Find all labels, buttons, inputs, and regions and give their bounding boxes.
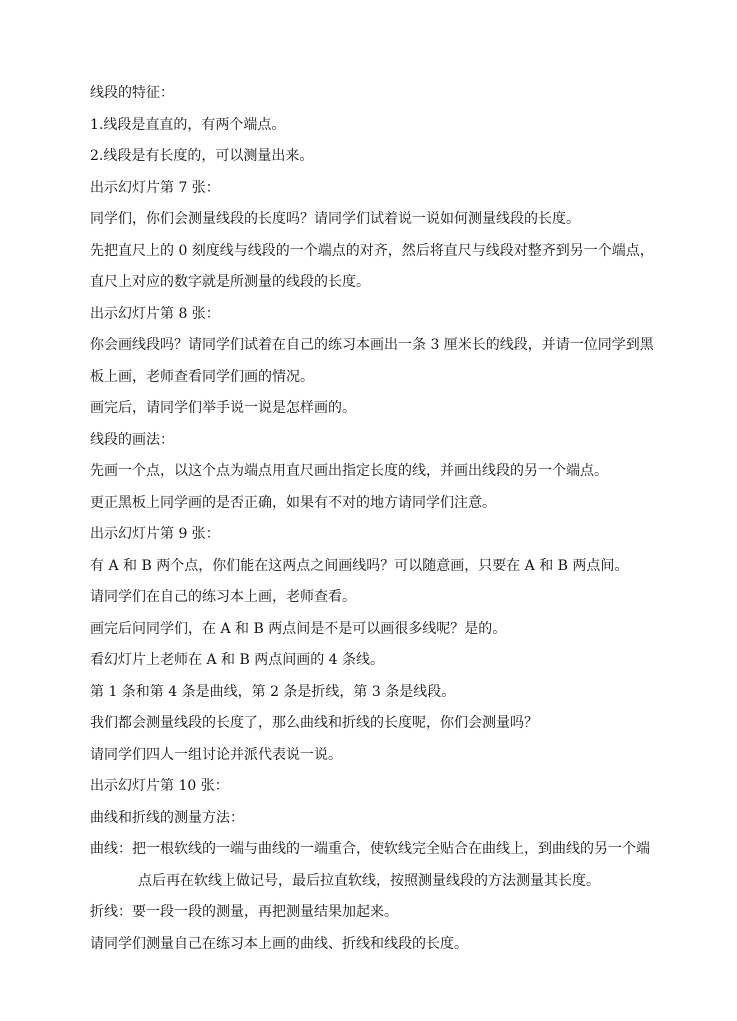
text-line: 先把直尺上的 0 刻度线与线段的一个端点的对齐，然后将直尺与线段对整齐到另一个端点，: [90, 242, 654, 259]
text-line: 出示幻灯片第 8 张：: [90, 305, 220, 322]
text-line: 有 A 和 B 两个点，你们能在这两点之间画线吗？可以随意画，只要在 A 和 B 两点间。: [90, 557, 629, 574]
text-line: 出示幻灯片第 7 张：: [90, 179, 220, 196]
text-line: 更正黑板上同学画的是否正确，如果有不对的地方请同学们注意。: [90, 494, 496, 511]
text-line: 出示幻灯片第 10 张：: [90, 778, 229, 794]
text-line: 看幻灯片上老师在 A 和 B 两点间画的 4 条线。: [90, 652, 385, 668]
text-line: 线段的特征：: [90, 85, 174, 101]
text-line: 第 1 条和第 4 条是曲线，第 2 条是折线，第 3 条是线段。: [90, 683, 456, 700]
text-line: 出示幻灯片第 9 张：: [90, 526, 220, 542]
text-line: 板上画，老师查看同学们画的情况。: [90, 368, 314, 385]
text-line: 请同学们四人一组讨论并派代表说一说。: [90, 746, 342, 763]
text-line-indented: 点后再在软线上做记号，最后拉直软线，按照测量线段的方法测量其长度。: [138, 872, 600, 889]
text-line: 1.线段是直直的，有两个端点。: [90, 116, 286, 133]
text-line: 先画一个点，以这个点为端点用直尺画出指定长度的线，并画出线段的另一个端点。: [90, 463, 608, 479]
text-line: 折线：要一段一段的测量，再把测量结果加起来。: [90, 904, 398, 920]
text-line: 你会画线段吗？请同学们试着在自己的练习本画出一条 3 厘米长的线段，并请一位同学到黑: [90, 337, 654, 353]
text-line: 请同学们在自己的练习本上画，老师查看。: [90, 589, 356, 605]
text-line: 同学们，你们会测量线段的长度吗？请同学们试着说一说如何测量线段的长度。: [90, 211, 580, 227]
text-line: 2.线段是有长度的，可以测量出来。: [90, 148, 314, 164]
text-line: 直尺上对应的数字就是所测量的线段的长度。: [90, 274, 370, 290]
text-line: 线段的画法：: [90, 431, 174, 448]
text-line: 画完后，请同学们举手说一说是怎样画的。: [90, 400, 356, 416]
text-line: 画完后问同学们，在 A 和 B 两点间是不是可以画很多线呢？是的。: [90, 620, 507, 637]
text-line: 曲线：把一根软线的一端与曲线的一端重合，使软线完全贴合在曲线上，到曲线的另一个端: [90, 841, 650, 857]
text-line: 请同学们测量自己在练习本上画的曲线、折线和线段的长度。: [90, 935, 468, 952]
document-body: [90, 78, 660, 960]
text-line: 我们都会测量线段的长度了，那么曲线和折线的长度呢，你们会测量吗？: [90, 715, 538, 731]
text-line: 曲线和折线的测量方法：: [90, 809, 244, 826]
